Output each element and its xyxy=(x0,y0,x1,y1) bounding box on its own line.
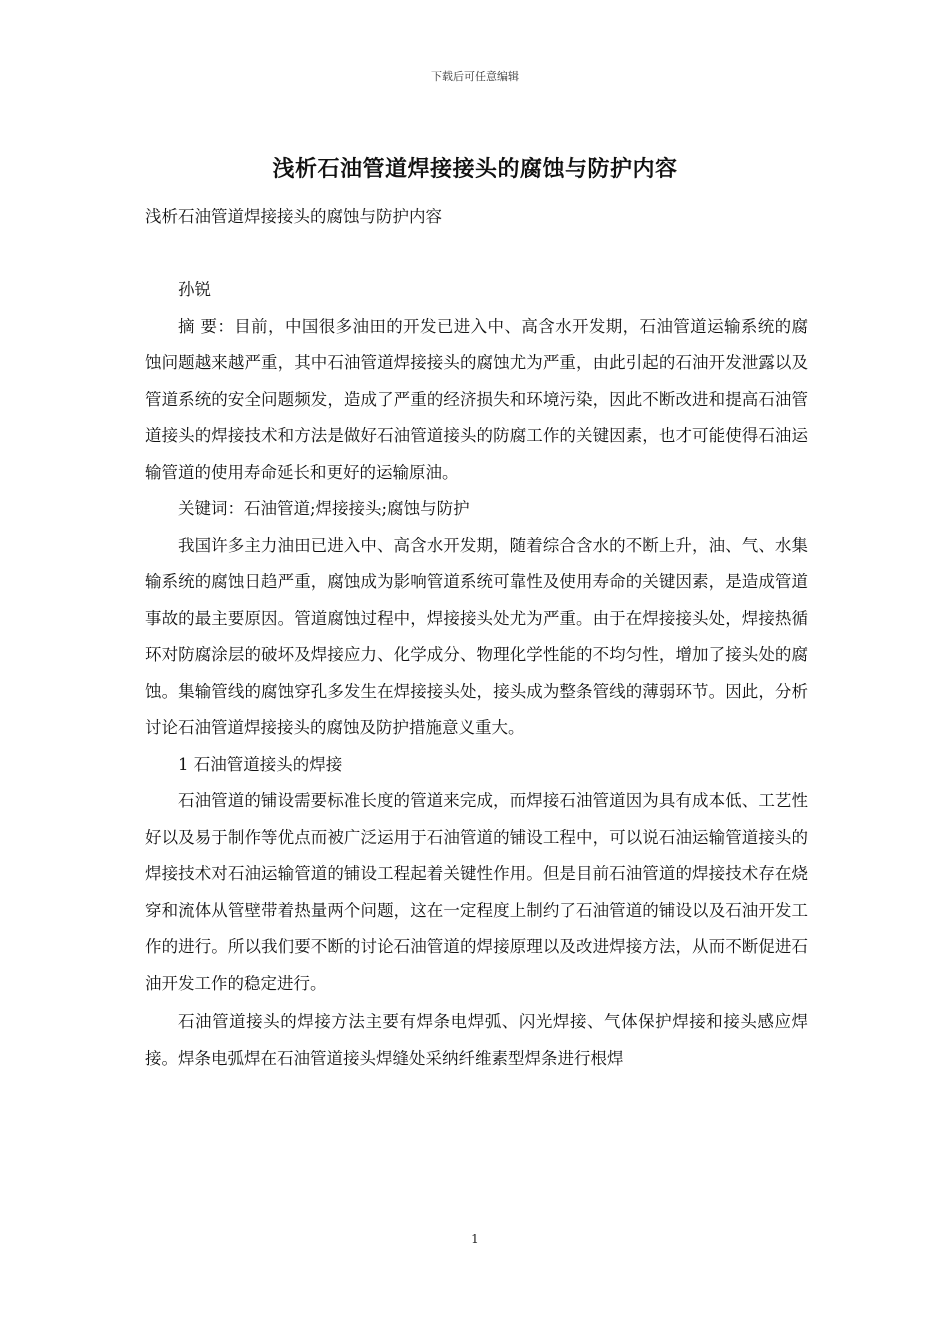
abstract-paragraph: 摘 要：目前，中国很多油田的开发已进入中、高含水开发期，石油管道运输系统的腐蚀问题越来越严重，其中石油管道焊接接头的腐蚀尤为严重，由此引起的石油开发泄露以及管道系统的安全问题频发，造成了严重的经济损失和环境污染，因此不断改进和提高石油管道接头的焊接技术和方法是做好石油管道接头的防腐工作的关键因素，也才可能使得石油运输管道的使用寿命延长和更好的运输原油。 xyxy=(145,316,808,482)
section-paragraph: 石油管道接头的焊接方法主要有焊条电焊弧、闪光焊接、气体保护焊接和接头感应焊接。焊条电弧焊在石油管道接头焊缝处采纳纤维素型焊条进行根焊 xyxy=(145,1012,808,1068)
header-note: 下载后可任意编辑 xyxy=(431,70,519,83)
document-title: 浅析石油管道焊接接头的腐蚀与防护内容 xyxy=(272,156,678,182)
document-body xyxy=(145,199,808,1077)
section-paragraph: 石油管道的铺设需要标准长度的管道来完成，而焊接石油管道因为具有成本低、工艺性好以及易于制作等优点而被广泛运用于石油管道的铺设工程中，可以说石油运输管道接头的焊接技术对石油运输管道的铺设工程起着关键性作用。但是目前石油管道的焊接技术存在烧穿和流体从管壁带着热量两个问题，这在一定程度上制约了石油管道的铺设以及石油开发工作的进行。所以我们要不断的讨论石油管道的焊接原理以及改进焊接方法，从而不断促进石油开发工作的稳定进行。 xyxy=(145,791,808,993)
document-subtitle: 浅析石油管道焊接接头的腐蚀与防护内容 xyxy=(145,207,442,226)
blank-line xyxy=(145,236,808,273)
keywords-line: 关键词：石油管道;焊接接头;腐蚀与防护 xyxy=(178,499,470,518)
intro-paragraph: 我国许多主力油田已进入中、高含水开发期，随着综合含水的不断上升，油、气、水集输系统的腐蚀日趋严重，腐蚀成为影响管道系统可靠性及使用寿命的关键因素，是造成管道事故的最主要原因。管道腐蚀过程中，焊接接头处尤为严重。由于在焊接接头处，焊接热循环对防腐涂层的破坏及焊接应力、化学成分、物理化学性能的不均匀性，增加了接头处的腐蚀。集输管线的腐蚀穿孔多发生在焊接接头处，接头成为整条管线的薄弱环节。因此，分析讨论石油管道焊接接头的腐蚀及防护措施意义重大。 xyxy=(145,535,808,737)
author-name: 孙锐 xyxy=(178,280,211,299)
section-heading: 1 石油管道接头的焊接 xyxy=(178,754,343,774)
page-number: 1 xyxy=(471,1232,479,1246)
